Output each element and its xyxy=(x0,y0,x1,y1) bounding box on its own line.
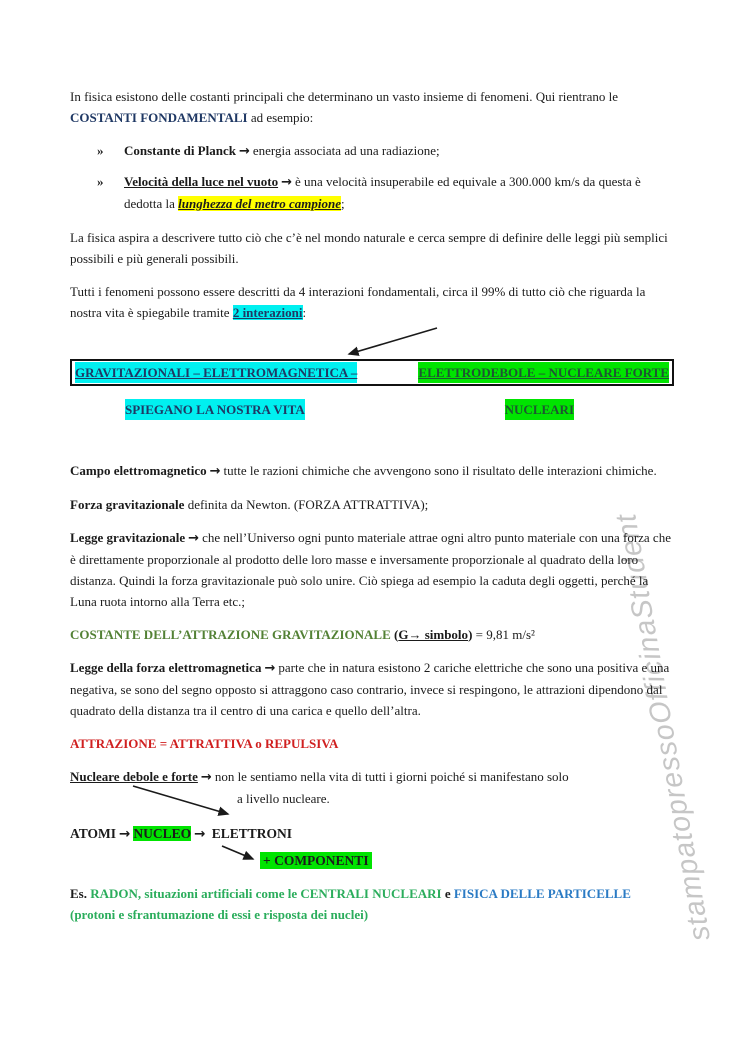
right-arrow-glyph: → xyxy=(119,826,131,842)
campo-term: Campo elettromagnetico xyxy=(70,463,207,478)
costanti-fondamentali-heading: COSTANTI FONDAMENTALI xyxy=(70,110,248,125)
legge-em-term: Legge della forza elettromagnetica xyxy=(70,660,262,675)
annotation-arrow-to-componenti xyxy=(218,844,263,866)
planck-definition: energia associata ad una radiazione; xyxy=(252,143,440,158)
legge-grav-term: Legge gravitazionale xyxy=(70,530,186,545)
interactions-box-cyan: GRAVITAZIONALI – ELETTROMAGNETICA – xyxy=(75,362,357,383)
esempio-label: Es. xyxy=(70,886,87,901)
costante-paren-close: ) xyxy=(468,627,473,642)
luce-term: Velocità della luce nel vuoto xyxy=(124,174,279,189)
componenti-line xyxy=(260,850,674,871)
atomi-label: ATOMI xyxy=(70,826,117,841)
interactions-box-green: ELETTRODEBOLE – NUCLEARE FORTE xyxy=(418,362,669,383)
legge-em-definition: parte che in natura esistono 2 cariche elettriche che sono una positiva e una negativa, se sono del segno opposto si attraggono caso contrario, invece si respingono, le attrazioni dipendono dal quadrato della distanza tra il centro di una carica e quello dell’altra. xyxy=(70,660,670,718)
right-arrow-glyph: → xyxy=(264,661,276,676)
nucleare-term: Nucleare debole e forte xyxy=(70,769,198,784)
bullet-planck-text xyxy=(124,140,674,162)
paragraph-legge-gravitazionale xyxy=(70,527,674,612)
highlight-metro-campione: lunghezza del metro campione xyxy=(178,196,342,211)
paragraph-fenomeni xyxy=(70,281,674,323)
right-arrow-glyph: → xyxy=(209,464,221,479)
right-arrow-glyph: → xyxy=(194,826,206,842)
paragraph-costante xyxy=(70,624,674,645)
paragraph-esempio xyxy=(70,883,650,925)
highlight-nucleo: NUCLEO xyxy=(133,826,192,841)
paragraph-legge-elettromagnetica xyxy=(70,657,674,721)
campo-definition: tutte le razioni chimiche che avvengono sono il risultato delle interazioni chimiche. xyxy=(223,463,657,478)
bullet-planck xyxy=(70,140,674,162)
costante-symbol: G→ simbolo xyxy=(398,627,469,642)
annotation-arrow-to-box xyxy=(342,325,442,358)
esempio-green-2: (protoni e sfrantumazione di essi e risposta dei nuclei) xyxy=(70,907,369,922)
watermark: stampatopressoOfficinaStudent xyxy=(610,510,717,944)
esempio-conjunction: e xyxy=(441,886,454,901)
legge-grav-definition: che nell’Universo ogni punto materiale attrae ogni altro punto materiale con una forza che è direttamente proporzionale al prodotto delle loro masse e inversamente proporzionale al quadrato della loro distanza. Quindi la forza gravitazionale può solo unire. Ciò spiega ad esempio la caduta degli oggetti, perché la Luna ruota intorno alla Terra etc.; xyxy=(70,530,671,609)
atomi-line xyxy=(70,823,674,845)
fenomeni-end: : xyxy=(302,305,307,320)
right-arrow-glyph: → xyxy=(200,770,212,785)
right-arrow-glyph: → xyxy=(281,175,292,190)
esempio-blue: FISICA DELLE PARTICELLE xyxy=(453,886,631,901)
paragraph-forza xyxy=(70,494,674,515)
bullet-luce-text xyxy=(124,171,674,214)
intro-text-a: In fisica esistono delle costanti principali che determinano un vasto insieme di fenomeni. Qui rientrano le xyxy=(70,89,619,104)
bullet-marker: » xyxy=(97,174,104,189)
luce-end: ; xyxy=(341,196,345,211)
interactions-caption xyxy=(125,399,574,420)
bullet-marker: » xyxy=(97,143,104,158)
costante-paren-open: ( xyxy=(390,627,399,642)
paragraph-attrazione: ATTRAZIONE = ATTRATTIVA o REPULSIVA xyxy=(70,736,339,751)
atomi-diagram xyxy=(70,823,674,871)
highlight-2-interazioni: 2 interazioni xyxy=(232,305,303,320)
intro-paragraph xyxy=(70,86,674,128)
intro-text-c: ad esempio: xyxy=(247,110,314,125)
forza-definition: definita da Newton. (FORZA ATTRATTIVA); xyxy=(184,497,429,512)
nucleare-line1: non le sentiamo nella vita di tutti i giorni poiché si manifestano solo xyxy=(214,769,569,784)
esempio-green-1: RADON, situazioni artificiali come le CENTRALI NUCLEARI xyxy=(86,886,442,901)
constants-bullet-list xyxy=(70,140,674,214)
highlight-componenti: + COMPONENTI xyxy=(260,852,372,869)
fenomeni-text: Tutti i fenomeni possono essere descritti da 4 interazioni fondamentali, circa il 99% di tutto ciò che riguarda la nostra vita è spiegabile tramite xyxy=(70,284,646,320)
paragraph-campo xyxy=(70,460,674,482)
caption-nucleari: NUCLEARI xyxy=(505,399,574,420)
caption-spiegano: SPIEGANO LA NOSTRA VITA xyxy=(125,399,305,420)
planck-term: Constante di Planck xyxy=(124,143,236,158)
elettroni-label: ELETTRONI xyxy=(208,826,293,841)
interactions-box xyxy=(70,359,674,386)
costante-heading: COSTANTE DELL’ATTRAZIONE GRAVITAZIONALE xyxy=(70,627,391,642)
right-arrow-glyph: → xyxy=(188,531,200,546)
document-content xyxy=(70,86,674,925)
right-arrow-glyph: → xyxy=(238,144,250,159)
bullet-luce xyxy=(70,171,674,214)
forza-term: Forza gravitazionale xyxy=(70,497,185,512)
paragraph-fisica-aspira: La fisica aspira a descrivere tutto ciò che c’è nel mondo naturale e cerca sempre di definire delle leggi più semplici possibili e più generali possibili. xyxy=(70,230,668,266)
nucleare-line2: a livello nucleare. xyxy=(237,791,330,806)
paragraph-nucleare xyxy=(70,766,674,809)
costante-value: = 9,81 m/s² xyxy=(472,627,535,642)
luce-definition: è una velocità insuperabile ed equivale a 300.000 km/s da questa è dedotta la xyxy=(124,174,641,211)
annotation-arrow-to-nucleo xyxy=(128,784,238,820)
